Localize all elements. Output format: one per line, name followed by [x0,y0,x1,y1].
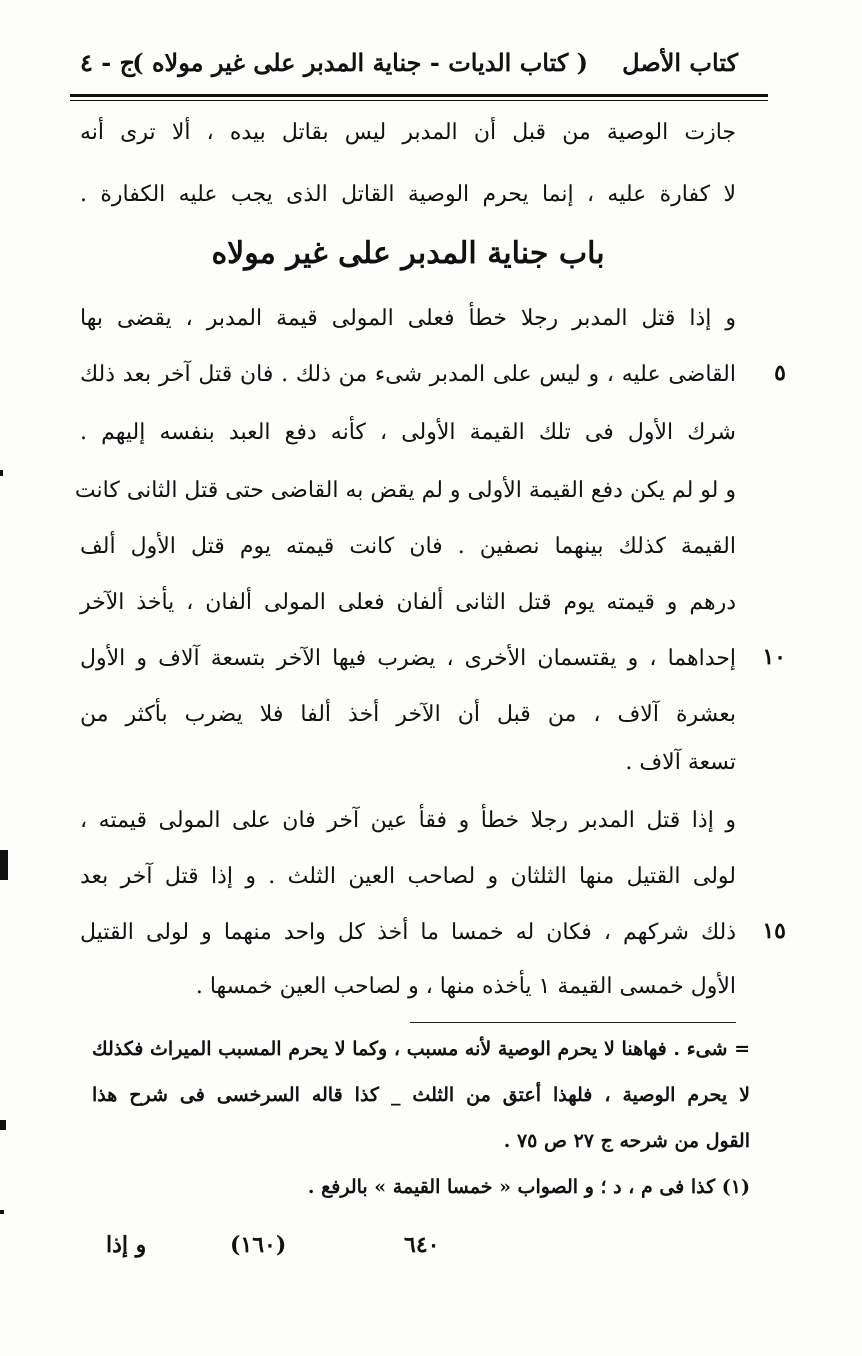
scan-speck [0,1120,6,1130]
footnote-line: = شىء . فهاهنا لا يحرم الوصية لأنه مسبب ، وكما لا يحرم المسبب الميراث فكذلك [92,1038,750,1060]
original-page-number: (١٦٠) [230,1232,287,1258]
page-number: ٦٤٠ [404,1232,440,1258]
catchword: و إذا [106,1232,147,1258]
body-line: و إذا قتل المدبر رجلا خطأ و فقأ عين آخر فان على المولى قيمته ، [80,808,736,833]
body-line: و لو لم يكن دفع القيمة الأولى و لم يقض به القاضى حتى قتل الثانى كانت [74,478,736,503]
body-line: إحداهما ، و يقتسمان الأخرى ، يضرب فيها الآخر بتسعة آلاف و الأول [80,646,736,671]
body-line: ذلك شركهم ، فكان له خمسا ما أخذ كل واحد منهما و لولى القتيل [80,920,736,945]
header-rule-thick [70,94,768,97]
header-rule-thin [70,100,768,101]
volume-number: ج - ٤ [80,48,136,77]
line-number: ١٠ [762,644,786,670]
body-line: درهم و قيمته يوم قتل الثانى ألفان فعلى المولى ألفان ، يأخذ الآخر [80,590,736,615]
body-line: الأول خمسى القيمة ١ يأخذه منها ، و لصاحب العين خمسها . [195,974,736,999]
line-number: ٥ [774,360,786,386]
footnote-line: لا يحرم الوصية ، فلهذا أعتق من الثلث _ كذا قاله السرخسى فى شرح هذا [92,1084,750,1106]
body-line: القاضى عليه ، و ليس على المدبر شىء من ذلك . فان قتل آخر بعد ذلك [80,362,736,387]
body-line: و إذا قتل المدبر رجلا خطأ فعلى المولى قيمة المدبر ، يقضى بها [80,306,736,331]
section-heading: باب جناية المدبر على غير مولاه [211,236,605,271]
body-line: شرك الأول فى تلك القيمة الأولى ، كأنه دفع العبد بنفسه إليهم . [80,420,736,445]
running-header [70,40,738,92]
scan-speck [0,470,3,476]
line-number: ١٥ [762,918,786,944]
body-line: لولى القتيل منها الثلثان و لصاحب العين الثلث . و إذا قتل آخر بعد [80,864,736,889]
body-line: تسعة آلاف . [625,750,736,775]
chapter-title: ( كتاب الديات - جناية المدبر على غير مولاه ) [132,48,588,77]
body-line: القيمة كذلك بينهما نصفين . فان كانت قيمته يوم قتل الأول ألف [80,534,736,559]
footnote-1: (١) كذا فى م ، د ؛ و الصواب « خمسا القيمة » بالرفع . [307,1176,750,1198]
body-line: بعشرة آلاف ، من قبل أن الآخر أخذ ألفا فلا يضرب بأكثر من [80,702,736,727]
scan-speck [0,850,8,880]
footnote-rule [410,1022,736,1023]
footnote-line: القول من شرحه ج ٢٧ ص ٧٥ . [503,1130,750,1152]
scan-speck [0,1210,4,1214]
body-line: لا كفارة عليه ، إنما يحرم الوصية القاتل الذى يجب عليه الكفارة . [80,182,736,207]
body-line: جازت الوصية من قبل أن المدبر ليس بقاتل بيده ، ألا ترى أنه [80,120,736,145]
page-footer [80,1228,740,1268]
book-title: كتاب الأصل [622,48,738,77]
